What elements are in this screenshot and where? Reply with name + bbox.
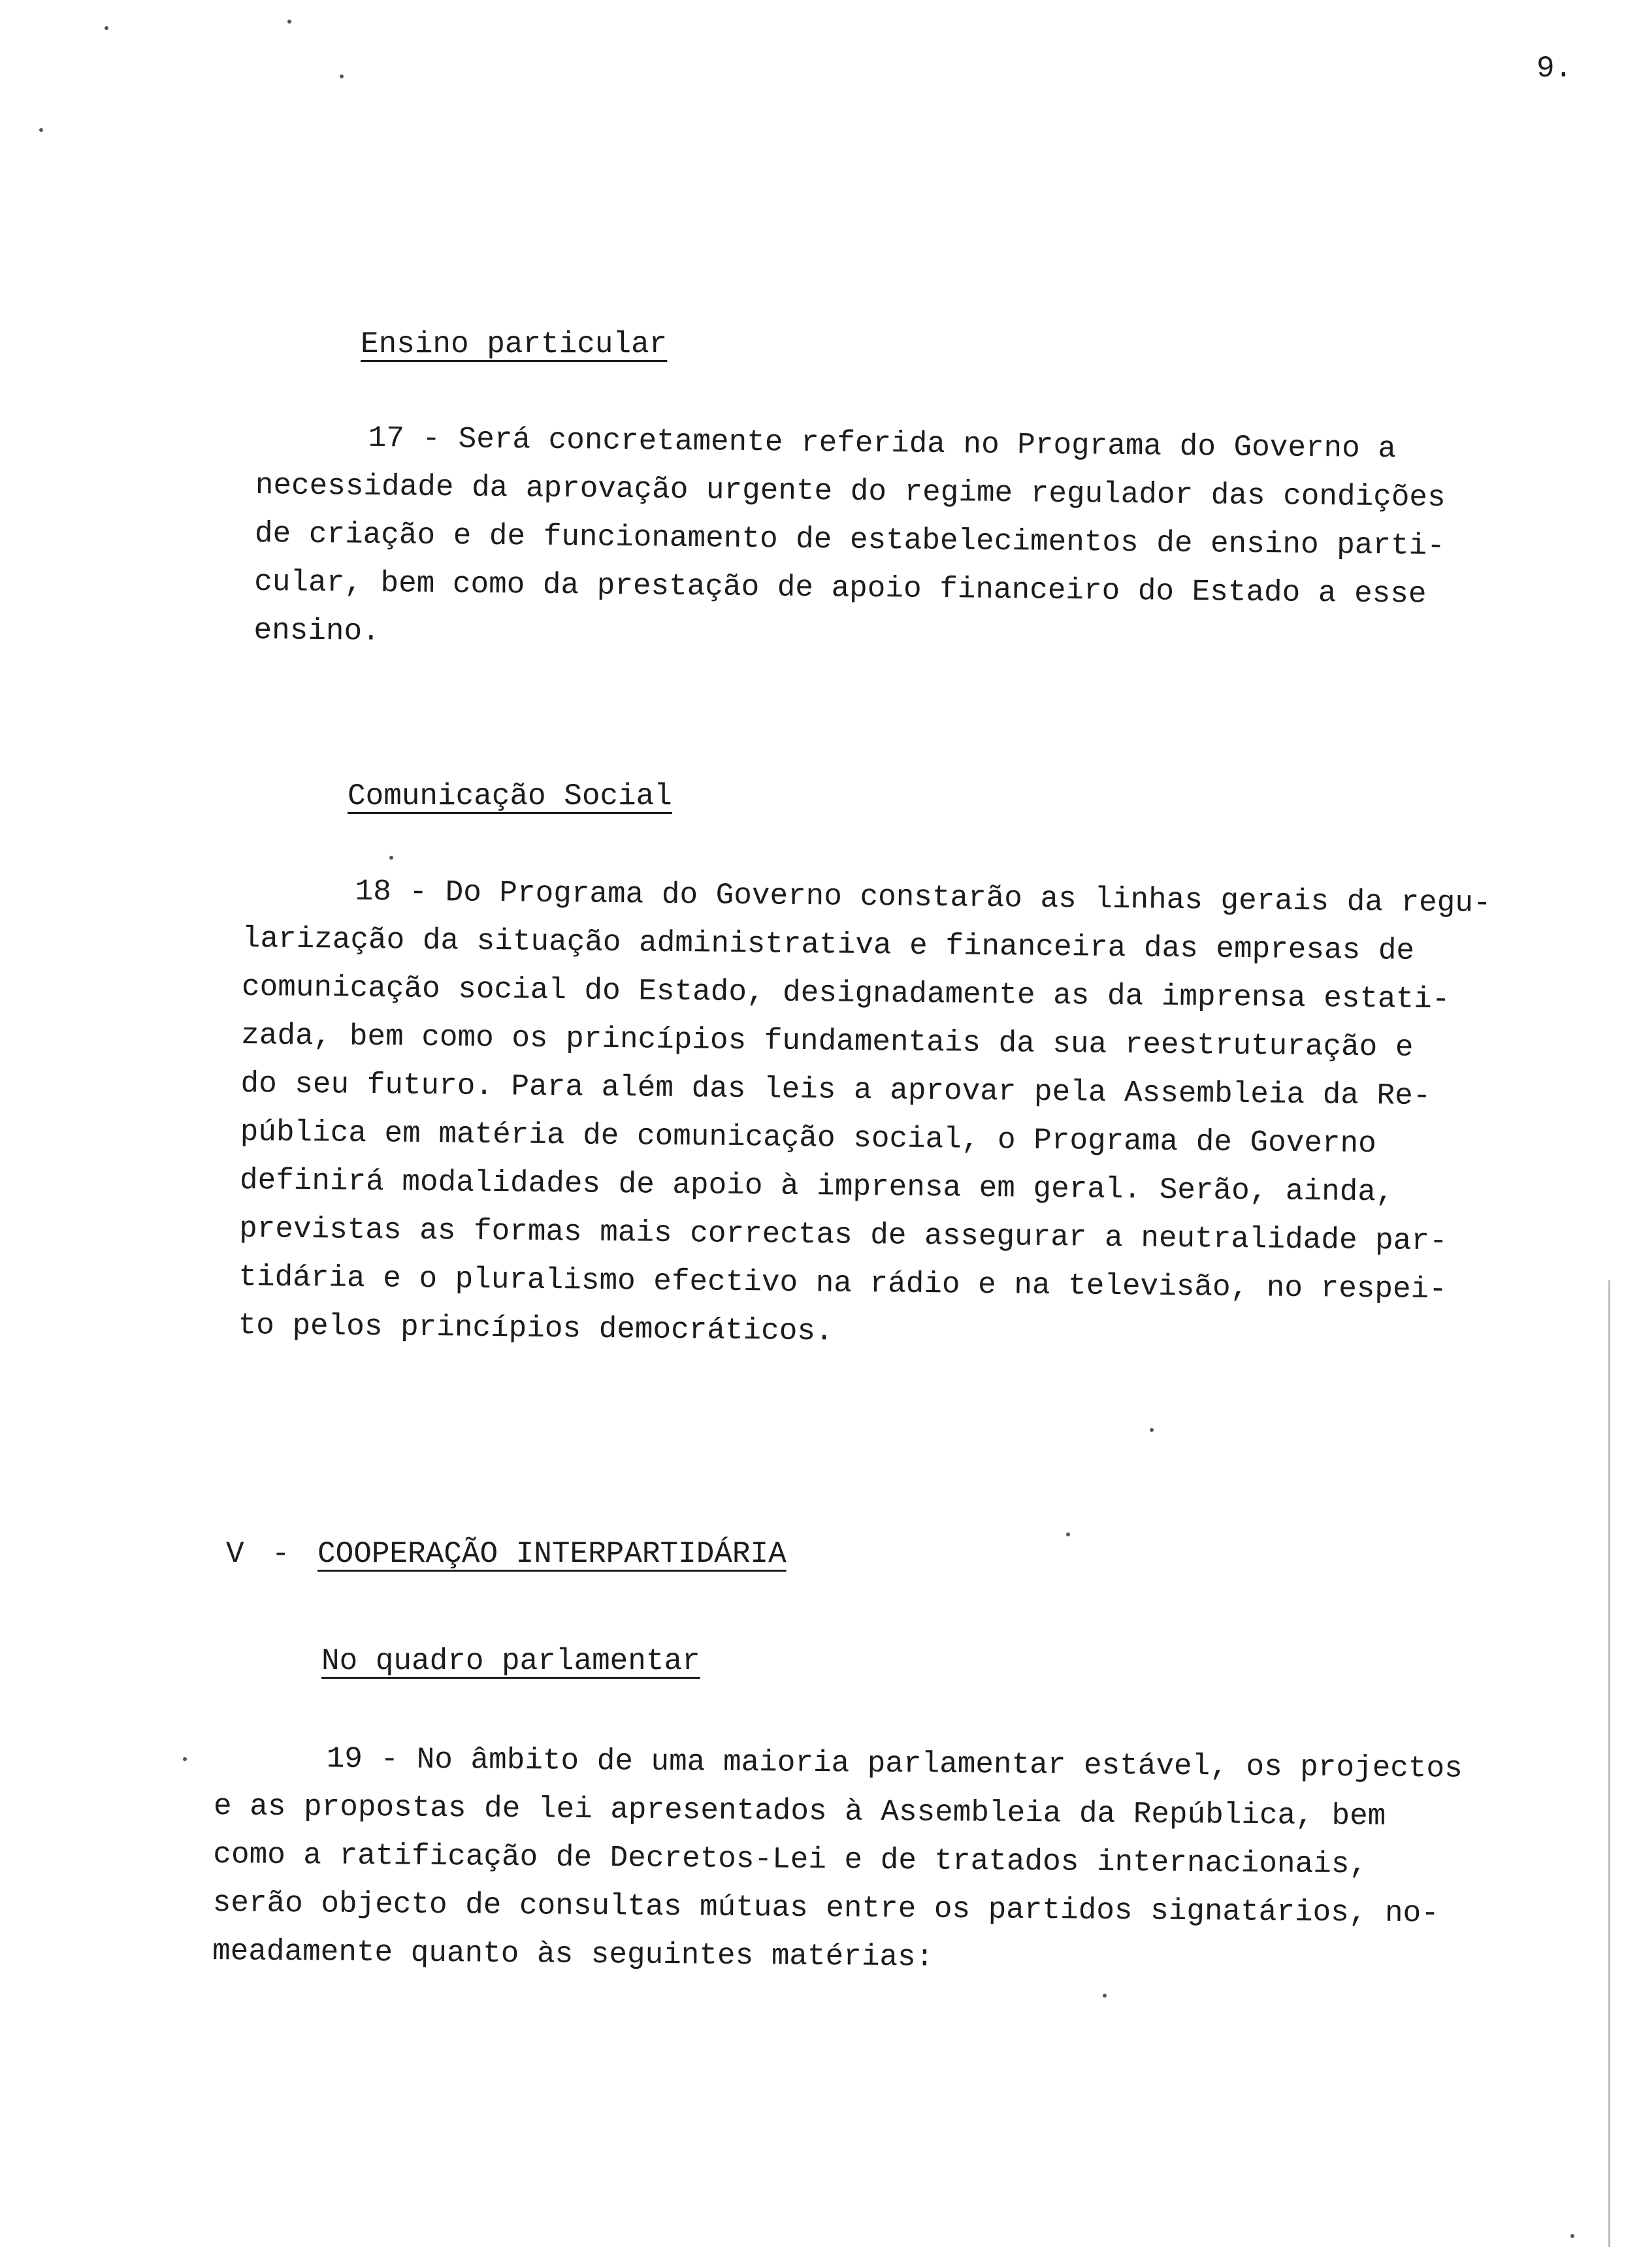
scan-speck [287,20,291,24]
paragraph-line: serão objecto de consultas mútuas entre os partidos signatários, no- [212,1885,1440,1931]
paragraph-line: e as propostas de lei apresentados à Assembleia da República, bem [213,1789,1386,1834]
paragraph-17 [253,413,1446,667]
paragraph-line: de criação e de funcionamento de estabelecimentos de ensino parti- [254,516,1446,564]
scan-speck [340,74,344,78]
paragraph-18 [238,866,1491,1363]
scan-edge-mark [1608,1280,1610,2247]
paragraph-line: ensino. [253,613,381,649]
heading-ensino-particular: Ensino particular [361,327,668,361]
scan-speck [1066,1532,1070,1536]
paragraph-line: tidária e o pluralismo efectivo na rádio e na televisão, no respei- [238,1259,1448,1307]
paragraph-line: meadamente quanto às seguintes matérias: [212,1934,934,1975]
paragraph-line: definirá modalidades de apoio à imprensa em geral. Serão, ainda, [239,1163,1394,1210]
paragraph-line: previstas as formas mais correctas de assegurar a neutralidade par- [238,1211,1448,1259]
scan-speck [1103,1994,1107,1998]
paragraph-line: necessidade da aprovação urgente do regime regulador das condições [255,468,1446,515]
paragraph-line: 18 - Do Programa do Governo constarão as linhas gerais da regu- [355,874,1491,921]
paragraph-line: comunicação social do Estado, designadamente as da imprensa estati- [241,969,1450,1017]
part-v-heading [226,1539,787,1569]
part-dash: - [272,1537,290,1571]
scan-speck [39,128,43,132]
paragraph-line: como a ratificação de Decretos-Lei e de tratados internacionais, [213,1837,1368,1882]
paragraph-19 [212,1734,1463,1986]
scan-speck [1570,2234,1574,2238]
paragraph-line: cular, bem como da prestação de apoio financeiro do Estado a esse [254,564,1427,611]
paragraph-line: 19 - No âmbito de uma maioria parlamentar estável, os projectos [326,1742,1463,1786]
paragraph-line: to pelos princípios democráticos. [238,1308,834,1349]
paragraph-line: do seu futuro. Para além das leis a aprovar pela Assembleia da Re- [240,1066,1431,1114]
paragraph-line: zada, bem como os princípios fundamentais da sua reestruturação e [241,1018,1414,1065]
page-number: 9. [1536,52,1573,86]
heading-comunicacao-social: Comunicação Social [348,779,672,813]
scan-speck [389,856,393,860]
paragraph-line: larização da situação administrativa e financeira das empresas de [242,921,1415,968]
part-title: COOPERAÇÃO INTERPARTIDÁRIA [317,1537,787,1571]
scan-speck [183,1757,187,1761]
paragraph-line: 17 - Será concretamente referida no Programa do Governo a [368,421,1397,466]
scan-speck [1150,1428,1154,1432]
heading-no-quadro-parlamentar: No quadro parlamentar [321,1644,700,1678]
scan-speck [105,26,108,30]
paragraph-line: pública em matéria de comunicação social, o Programa de Governo [240,1114,1377,1161]
part-number: V [226,1537,244,1571]
